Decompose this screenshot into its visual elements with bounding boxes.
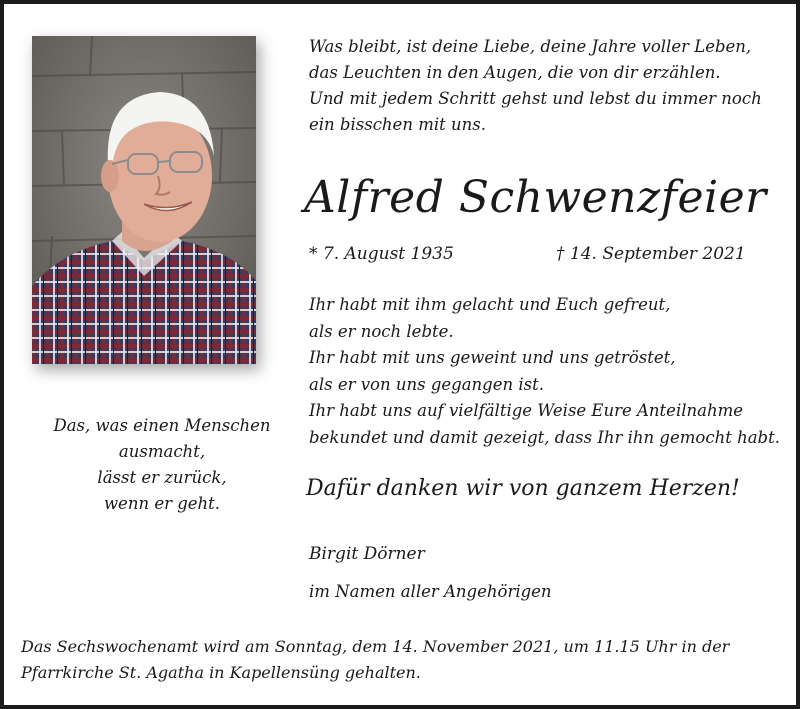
service-notice	[21, 634, 781, 686]
memorial-quote	[34, 413, 290, 517]
poem-line: das Leuchten in den Augen, die von dir erzählen.	[309, 63, 721, 82]
signer-behalf: im Namen aller Angehörigen	[309, 582, 552, 601]
thanks-line: als er von uns gegangen ist.	[309, 374, 544, 394]
death-date: † 14. September 2021	[556, 244, 746, 264]
poem-verse	[309, 34, 779, 138]
quote-line: ausmacht,	[118, 442, 206, 461]
thanks-line: Ihr habt uns auf vielfältige Weise Eure Anteilnahme	[309, 401, 743, 420]
thanks-line: bekundet und damit gezeigt, dass Ihr ihn gemocht habt.	[309, 427, 780, 447]
quote-line: lässt er zurück,	[97, 468, 227, 487]
thanks-line: Ihr habt mit uns geweint und uns getröstet,	[309, 348, 676, 367]
poem-line: Und mit jedem Schritt gehst und lebst du immer noch	[309, 89, 762, 108]
signer-name: Birgit Dörner	[309, 544, 425, 564]
thanks-headline: Dafür danken wir von ganzem Herzen!	[306, 476, 740, 501]
thanks-paragraph	[309, 292, 789, 451]
notice-line: Pfarrkirche St. Agatha in Kapellensüng gehalten.	[21, 663, 421, 682]
poem-line: ein bisschen mit uns.	[309, 115, 486, 134]
birth-date: * 7. August 1935	[309, 244, 454, 264]
portrait-photo	[32, 36, 256, 364]
notice-line: Das Sechswochenamt wird am Sonntag, dem 14. November 2021, um 11.15 Uhr in der	[21, 637, 730, 656]
poem-line: Was bleibt, ist deine Liebe, deine Jahre voller Leben,	[309, 37, 752, 56]
deceased-name: Alfred Schwenzfeier	[304, 172, 767, 223]
thanks-line: als er noch lebte.	[309, 321, 454, 341]
quote-line: Das, was einen Menschen	[53, 416, 271, 435]
thanks-line: Ihr habt mit ihm gelacht und Euch gefreut,	[309, 295, 671, 314]
quote-line: wenn er geht.	[103, 494, 221, 513]
